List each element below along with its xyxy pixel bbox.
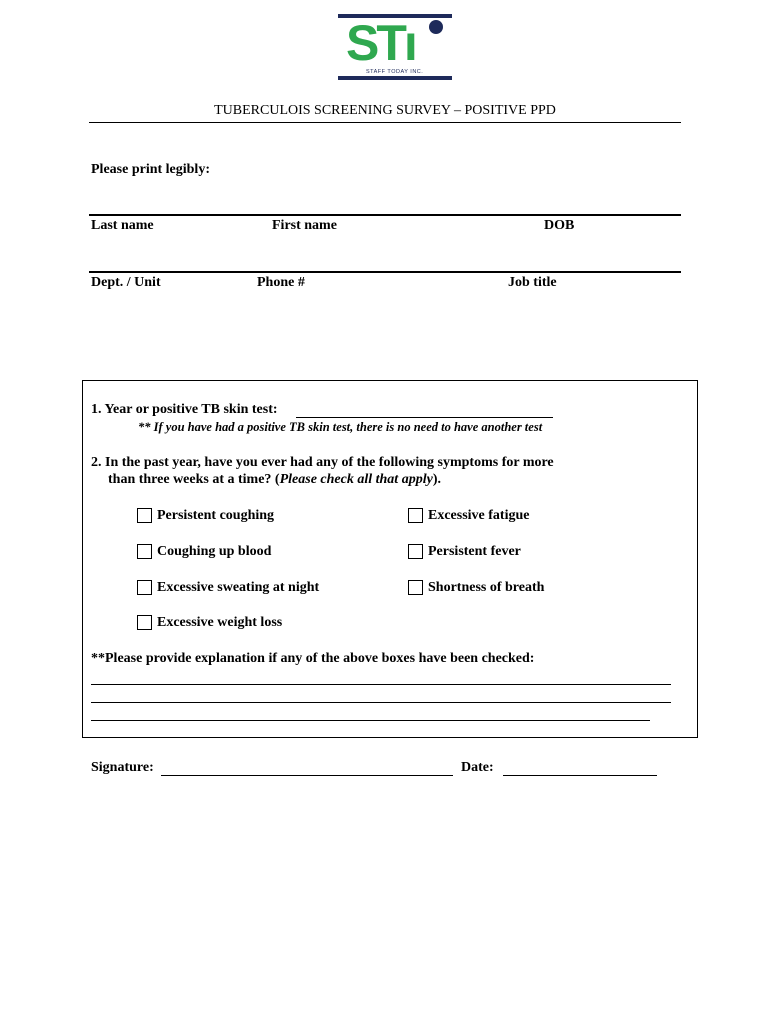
q2-line2-italic: Please check all that apply — [279, 472, 433, 487]
dob-label: DOB — [544, 218, 575, 233]
company-logo — [338, 14, 452, 84]
date-line[interactable] — [503, 775, 657, 776]
explanation-label: **Please provide explanation if any of the above boxes have been checked: — [91, 651, 535, 666]
date-label: Date: — [461, 760, 494, 775]
logo-letters: STı — [346, 15, 415, 71]
explanation-line-3[interactable] — [91, 720, 650, 721]
label-persistent-fever: Persistent fever — [428, 544, 521, 559]
q1-answer-line[interactable] — [296, 417, 553, 418]
label-excessive-fatigue: Excessive fatigue — [428, 508, 530, 523]
name-row-line[interactable] — [89, 214, 681, 216]
checkbox-persistent-coughing[interactable] — [137, 508, 152, 523]
q2-line2-start: than three weeks at a time? ( — [108, 472, 280, 487]
q1-label: 1. Year or positive TB skin test: — [91, 402, 278, 417]
page-title: TUBERCULOIS SCREENING SURVEY – POSITIVE PPD — [214, 103, 556, 118]
title-divider — [89, 122, 681, 123]
q2-line1: 2. In the past year, have you ever had any of the following symptoms for more — [91, 455, 554, 470]
checkbox-shortness-breath[interactable] — [408, 580, 423, 595]
signature-line[interactable] — [161, 775, 453, 776]
q1-note: ** If you have had a positive TB skin test, there is no need to have another test — [138, 420, 543, 434]
explanation-line-2[interactable] — [91, 702, 671, 703]
first-name-label: First name — [272, 218, 337, 233]
phone-label: Phone # — [257, 275, 305, 290]
job-title-label: Job title — [508, 275, 557, 290]
label-weight-loss: Excessive weight loss — [157, 615, 283, 630]
signature-label: Signature: — [91, 760, 154, 775]
dept-label: Dept. / Unit — [91, 275, 161, 290]
dept-row-line[interactable] — [89, 271, 681, 273]
checkbox-coughing-blood[interactable] — [137, 544, 152, 559]
explanation-line-1[interactable] — [91, 684, 671, 685]
checkbox-excessive-fatigue[interactable] — [408, 508, 423, 523]
label-persistent-coughing: Persistent coughing — [157, 508, 275, 523]
label-shortness-breath: Shortness of breath — [428, 580, 545, 595]
label-night-sweats: Excessive sweating at night — [157, 580, 320, 595]
logo-dot — [429, 20, 443, 34]
logo-tagline: STAFF TODAY INC. — [366, 69, 424, 75]
checkbox-weight-loss[interactable] — [137, 615, 152, 630]
checkbox-night-sweats[interactable] — [137, 580, 152, 595]
checkbox-persistent-fever[interactable] — [408, 544, 423, 559]
last-name-label: Last name — [91, 218, 154, 233]
q2-line2 — [108, 472, 441, 488]
logo-bar-bottom — [338, 76, 452, 80]
label-coughing-blood: Coughing up blood — [157, 544, 272, 559]
instruction-text: Please print legibly: — [91, 162, 210, 177]
q2-line2-end: ). — [432, 472, 441, 487]
